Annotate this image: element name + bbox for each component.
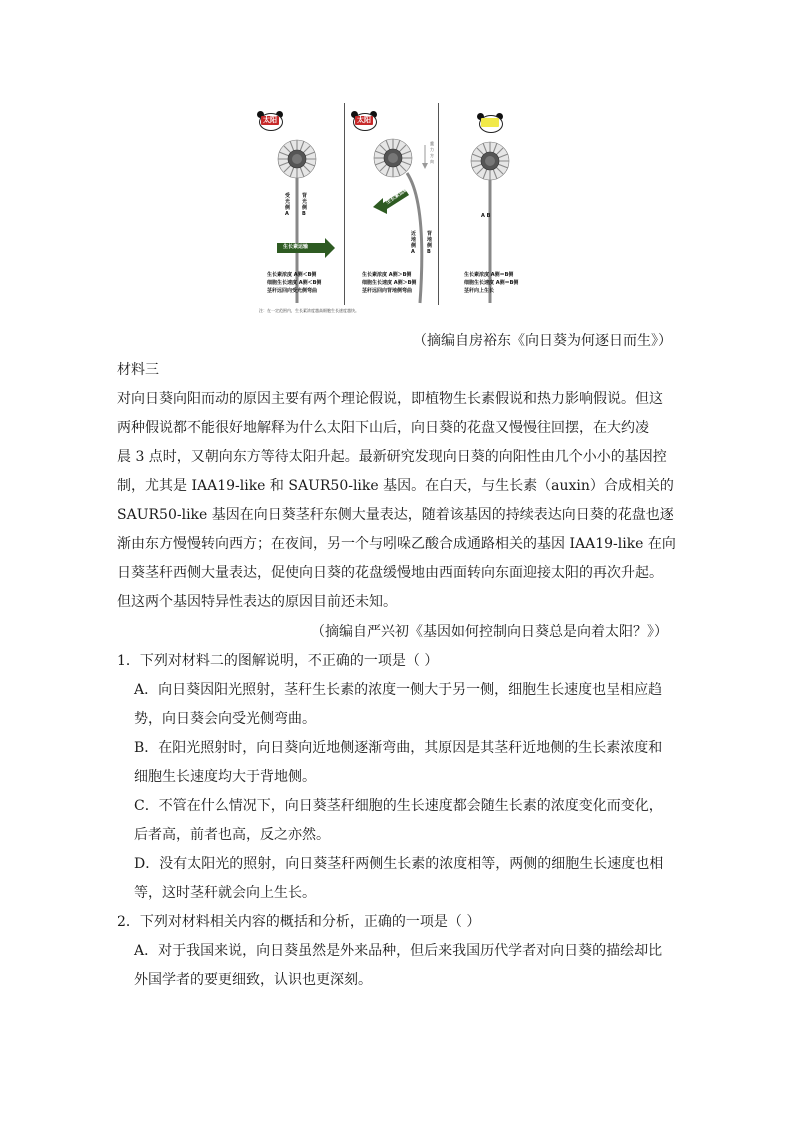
side-b-label: 背地侧B xyxy=(427,231,433,255)
ab-label: A B xyxy=(481,213,491,219)
caption-line: 茎秆向上生长 xyxy=(464,288,495,294)
question-stem: 1．下列对材料二的图解说明，不正确的一项是（ ） xyxy=(117,653,439,669)
option-line: 细胞生长速度均大于背地侧。 xyxy=(134,769,316,785)
question-stem: 2．下列对材料相关内容的概括和分析，正确的一项是（ ） xyxy=(117,914,481,930)
gravity-label: 重力方向 xyxy=(430,141,434,164)
paragraph-line: 两种假说都不能很好地解释为什么太阳下山后，向日葵的花盘又慢慢往回摆，在大约凌 xyxy=(117,420,649,436)
option-line: A．向日葵因阳光照射，茎秆生长素的浓度一侧大于另一侧，细胞生长速度也呈相应趋 xyxy=(134,682,663,698)
paragraph-line: 晨 3 点时，又朝向东方等待太阳升起。最新研究发现向日葵的向阳性由几个小小的基因控 xyxy=(117,449,667,465)
caption-line: 细胞生长速度 A侧＞B侧 xyxy=(362,280,417,286)
side-a-label: 近地侧A xyxy=(411,231,417,255)
caption-line: 茎秆远回向受光侧弯曲 xyxy=(267,288,318,294)
section-title: 材料三 xyxy=(117,362,159,378)
paragraph-line: SAUR50-like 基因在向日葵茎秆东侧大量表达，随着该基因的持续表达向日葵的花盘也逐 xyxy=(117,507,674,523)
caption-line: 生长素浓度 A侧＜B侧 xyxy=(267,272,317,278)
sunflower-diagram xyxy=(255,103,535,318)
arrow-label: 生长素运输 xyxy=(283,244,309,250)
side-a-label: 受光侧A xyxy=(285,193,291,217)
option-line: 后者高，前者也高，反之亦然。 xyxy=(134,827,330,843)
option-line: 势，向日葵会向受光侧弯曲。 xyxy=(134,711,316,727)
arrow-label: 生长素运输 xyxy=(385,186,410,206)
option-line: 外国学者的要更细致，认识也更深刻。 xyxy=(134,972,372,988)
caption-line: 生长素浓度 A侧＝B侧 xyxy=(464,272,514,278)
sun-icon: 太阳 xyxy=(257,111,283,131)
paragraph-line: 制，尤其是 IAA19-like 和 SAUR50-like 基因。在白天，与生长素（auxin）合成相关的 xyxy=(117,478,674,494)
paragraph-line: 但这两个基因特异性表达的原因目前还未知。 xyxy=(117,594,397,610)
caption-line: 茎秆远回向背地侧弯曲 xyxy=(362,288,413,294)
option-line: C．不管在什么情况下，向日葵茎秆细胞的生长速度都会随生长素的浓度变化而变化， xyxy=(134,798,663,814)
option-line: A．对于我国来说，向日葵虽然是外来品种，但后来我国历代学者对向日葵的描绘却比 xyxy=(134,943,663,959)
sun-icon: 太阳 xyxy=(477,113,503,133)
option-line: 等，这时茎秆就会向上生长。 xyxy=(134,885,316,901)
paragraph-line: 日葵茎秆西侧大量表达，促使向日葵的花盘缓慢地由西面转向东面迎接太阳的再次升起。 xyxy=(117,565,663,581)
figure-note: 注：在一定范围内，生长素浓度越高细胞生长速度越快。 xyxy=(259,308,359,313)
panel-divider xyxy=(438,103,439,305)
paragraph-line: 对向日葵向阳而动的原因主要有两个理论假说，即植物生长素假说和热力影响假说。但这 xyxy=(117,391,663,407)
caption-line: 细胞生长速度 A侧＝B侧 xyxy=(464,280,519,286)
sun-icon: 太阳 xyxy=(351,111,377,131)
option-line: D．没有太阳光的照射，向日葵茎秆两侧生长素的浓度相等，两侧的细胞生长速度也相 xyxy=(134,856,664,872)
source-citation: （摘编自房裕东《向日葵为何逐日而生》） xyxy=(413,333,672,349)
panel-divider xyxy=(344,103,345,305)
source-citation: （摘编自严兴初《基因如何控制向日葵总是向着太阳？》） xyxy=(311,624,668,640)
paragraph-line: 渐由东方慢慢转向西方；在夜间，另一个与吲哚乙酸合成通路相关的基因 IAA19-like 在向 xyxy=(117,536,676,552)
option-line: B．在阳光照射时，向日葵向近地侧逐渐弯曲，其原因是其茎秆近地侧的生长素浓度和 xyxy=(134,740,663,756)
caption-line: 生长素浓度 A侧＞B侧 xyxy=(362,272,412,278)
caption-line: 细胞生长速度 A侧＜B侧 xyxy=(267,280,322,286)
side-b-label: 背光侧B xyxy=(302,193,308,217)
